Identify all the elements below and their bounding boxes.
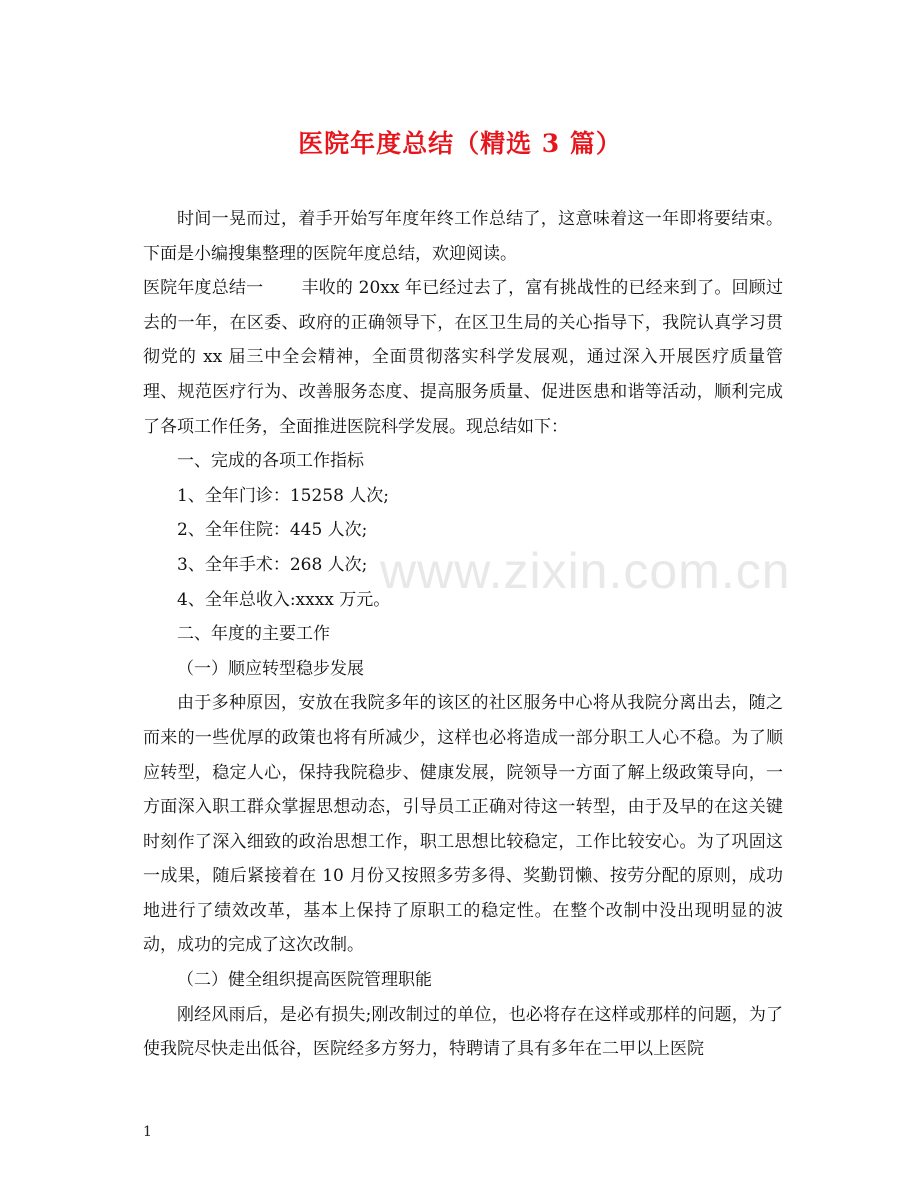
- sub1-paragraph: 由于多种原因，安放在我院多年的该区的社区服务中心将从我院分离出去，随之而来的一些优厚的政策也将有所减少，这样也必将造成一部分职工人心不稳。为了顺应转型，稳定人心，保持我院稳步、健康发展，院领导一方面了解上级政策导向，一方面深入职工群众掌握思想动态，引导员工正确对待这一转型，由于及早的在这关键时刻作了深入细致的政治思想工作，职工思想比较稳定，工作比较安心。为了巩固这一成果，随后紧接着在 10 月份又按照多劳多得、奖勤罚懒、按劳分配的原则，成功地进行了绩效改革，基本上保持了原职工的稳定性。在整个改制中没出现明显的波动，成功的完成了这次改制。: [143, 693, 783, 956]
- sub2-paragraph: 刚经风雨后，是必有损失;刚改制过的单位，也必将存在这样或那样的问题，为了使我院尽快走出低谷，医院经多方努力，特聘请了具有多年在二甲以上医院: [143, 1004, 783, 1060]
- list-item-revenue: 4、全年总收入:xxxx 万元。: [177, 589, 391, 610]
- section1-text: 丰收的 20xx 年已经过去了，富有挑战性的已经来到了。回顾过去的一年，在区委、政府的正确领导下，在区卫生局的关心指导下，我院认真学习贯彻党的 xx 届三中全会精神，全面贯彻落实科学发展观，通过深入开展医疗质量管理、规范医疗行为、改善服务态度、提高服务质量、促进医患和谐等活动，顺利完成了各项工作任务，全面推进医院科学发展。现总结如下：: [143, 278, 783, 437]
- section1-heading: 医院年度总结一: [143, 278, 264, 299]
- list-item-surgery: 3、全年手术：268 人次;: [177, 554, 368, 575]
- document-body: [143, 202, 783, 1067]
- list-item-inpatient: 2、全年住院：445 人次;: [177, 520, 368, 541]
- document-title: 医院年度总结（精选 3 篇）: [298, 129, 622, 158]
- list-item-outpatient: 1、全年门诊：15258 人次;: [177, 485, 390, 506]
- intro-paragraph: 时间一晃而过，着手开始写年度年终工作总结了，这意味着这一年即将要结束。下面是小编搜集整理的医院年度总结，欢迎阅读。: [143, 209, 783, 264]
- sub1-heading: （一）顺应转型稳步发展: [177, 658, 364, 679]
- sub2-heading: （二）健全组织提高医院管理职能: [177, 970, 432, 991]
- watermark: www.zixin.com.cn: [380, 543, 791, 599]
- part1-heading: 一、完成的各项工作指标: [177, 451, 364, 472]
- section1-paragraph: [143, 271, 783, 444]
- page-number: 1: [143, 1124, 152, 1140]
- part2-heading: 二、年度的主要工作: [177, 624, 330, 645]
